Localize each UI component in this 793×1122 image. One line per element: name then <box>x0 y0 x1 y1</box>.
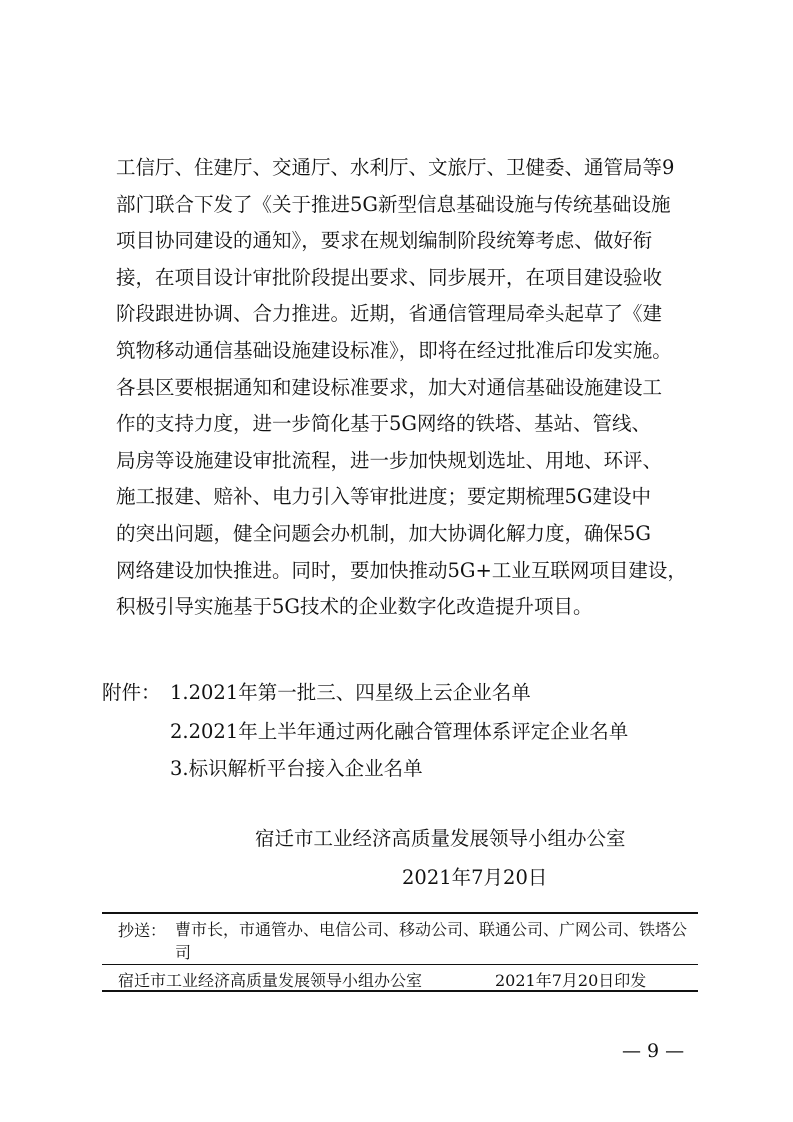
body-line: 项目协同建设的通知》，要求在规划编制阶段统筹考虑、做好衔 <box>116 229 653 253</box>
page-number: — 9 — <box>622 1040 685 1062</box>
body-line: 部门联合下发了《关于推进5G新型信息基础设施与传统基础设施 <box>116 192 671 216</box>
body-line: 网络建设加快推进。同时，要加快推动5G+工业互联网项目建设， <box>116 558 687 582</box>
footer-bottom-rule <box>102 990 698 992</box>
cc-top-rule <box>102 912 698 914</box>
body-line: 作的支持力度，进一步简化基于5G网络的铁塔、基站、管线、 <box>116 412 651 436</box>
cc-label: 抄送： <box>118 921 167 940</box>
body-line: 积极引导实施基于5G技术的企业数字化改造提升项目。 <box>116 595 593 619</box>
cc-recipients: 曹市长，市通管办、电信公司、移动公司、联通公司、广网公司、铁塔公司 <box>175 920 688 962</box>
body-line: 局房等设施建设审批流程，进一步加快规划选址、用地、环评、 <box>116 448 663 472</box>
body-line: 各县区要根据通知和建设标准要求，加大对通信基础设施建设工 <box>116 375 663 399</box>
attachment-item: 3.标识解析平台接入企业名单 <box>170 757 423 780</box>
attachment-item: 2.2021年上半年通过两化融合管理体系评定企业名单 <box>170 720 629 743</box>
signature-date: 2021年7月20日 <box>402 866 548 889</box>
attachment-item: 1.2021年第一批三、四星级上云企业名单 <box>170 681 531 704</box>
attachments-label: 附件： <box>102 681 161 704</box>
body-line: 工信厅、住建厅、交通厅、水利厅、文旅厅、卫健委、通管局等9 <box>116 156 675 179</box>
body-line: 施工报建、赔补、电力引入等审批进度；要定期梳理5G建设中 <box>116 485 651 509</box>
issuing-org: 宿迁市工业经济高质量发展领导小组办公室 <box>118 971 423 990</box>
body-line: 接，在项目设计审批阶段提出要求、同步展开，在项目建设验收 <box>116 265 663 289</box>
body-line: 的突出问题，健全问题会办机制，加大协调化解力度，确保5G <box>116 521 651 545</box>
body-line: 筑物移动通信基础设施建设标准》，即将在经过批准后印发实施。 <box>116 338 672 362</box>
signature-org: 宿迁市工业经济高质量发展领导小组办公室 <box>255 827 626 850</box>
cc-divider <box>102 964 698 965</box>
body-paragraph <box>116 150 686 626</box>
issue-date: 2021年7月20日印发 <box>495 971 647 990</box>
body-line: 阶段跟进协调、合力推进。近期，省通信管理局牵头起草了《建 <box>116 302 663 326</box>
